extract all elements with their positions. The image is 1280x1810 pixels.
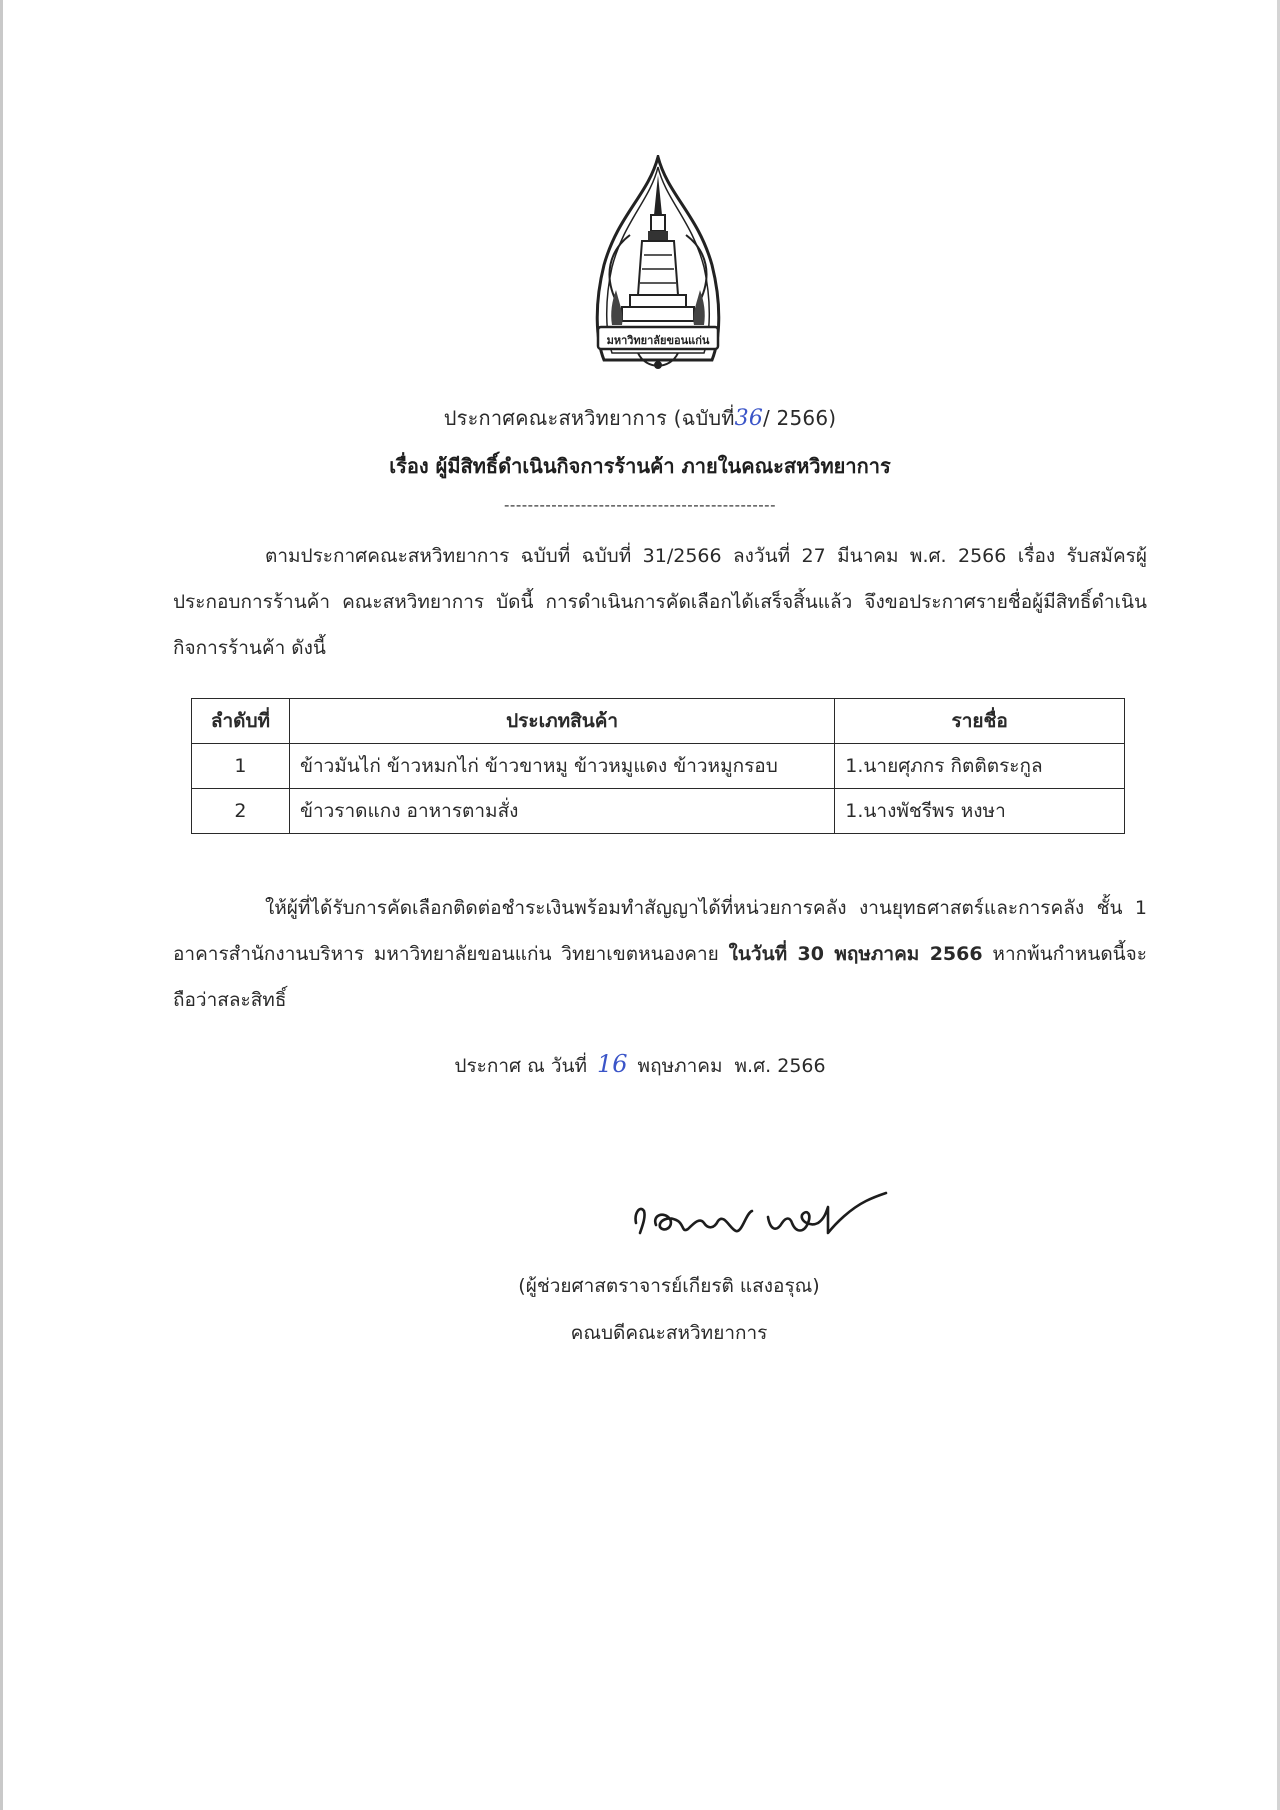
announcement-number: 36 xyxy=(734,406,764,431)
row-no: 1 xyxy=(192,744,290,789)
selection-table xyxy=(191,698,1125,834)
row-no: 2 xyxy=(192,789,290,834)
table-header-row xyxy=(192,699,1125,744)
table-row xyxy=(192,789,1125,834)
body-paragraph-2 xyxy=(173,885,1147,1023)
body-paragraph-1-text: ตามประกาศคณะสหวิทยาการ ฉบับที่ ฉบับที่ 31/2566 ลงวันที่ 27 มีนาคม พ.ศ. 2566 เรื่อง รับสมัครผู้ประกอบการร้านค้า คณะสหวิทยาการ บัดนี้ การดำเนินการคัดเลือกได้เสร็จสิ้นแล้ว จึงขอประกาศรายชื่อผู้มีสิทธิ์ดำเนินกิจการร้านค้า ดังนี้ xyxy=(173,545,1147,659)
row-product: ข้าวมันไก่ ข้าวหมกไก่ ข้าวขาหมู ข้าวหมูแดง ข้าวหมูกรอบ xyxy=(289,744,834,789)
announcement-subject: เรื่อง ผู้มีสิทธิ์ดำเนินกิจการร้านค้า ภายในคณะสหวิทยาการ xyxy=(389,454,891,478)
announcement-prefix: ประกาศคณะสหวิทยาการ (ฉบับที่ xyxy=(443,406,735,430)
table-row xyxy=(192,744,1125,789)
column-header-name: รายชื่อ xyxy=(835,699,1125,744)
seal-ribbon-text: มหาวิทยาลัยขอนแก่น xyxy=(606,334,710,347)
announce-year: พ.ศ. 2566 xyxy=(734,1055,826,1077)
row-name: 1.นายศุภกร กิตติตระกูล xyxy=(835,744,1125,789)
handwritten-signature xyxy=(630,1183,890,1253)
announcement-heading xyxy=(0,402,1280,434)
row-product: ข้าวราดแกง อาหารตามสั่ง xyxy=(289,789,834,834)
row-name: 1.นางพัชรีพร หงษา xyxy=(835,789,1125,834)
announce-prefix: ประกาศ ณ วันที่ xyxy=(454,1055,587,1077)
body-paragraph-1 xyxy=(173,533,1147,671)
payment-deadline: ในวันที่ 30 พฤษภาคม 2566 xyxy=(728,943,983,965)
announce-month: พฤษภาคม xyxy=(637,1055,723,1077)
announcement-suffix: / 2566) xyxy=(763,406,837,430)
university-seal-icon xyxy=(590,155,726,393)
signer-title: คณบดีคณะสหวิทยาการ xyxy=(570,1322,768,1344)
announcement-date-line xyxy=(0,1050,1280,1081)
body-paragraph-2-start: ให้ผู้ที่ได้รับการคัดเลือกติดต่อชำระเงินพร้อมทำสัญญาได้ที่หน่วยการคลัง งานยุทธศาสตร์และการคลัง ชั้น 1 อาคารสำนักงานบริหาร มหาวิทยาลัยขอนแก่น วิทยาเขตหนองคาย xyxy=(173,897,1147,965)
announce-day: 16 xyxy=(597,1050,628,1078)
column-header-no: ลำดับที่ xyxy=(192,699,290,744)
body-paragraph-2-end: หากพ้นกำหนดนี้จะถือว่าสละสิทธิ์ xyxy=(173,943,1147,1011)
page-edge-left xyxy=(0,0,3,1810)
column-header-product: ประเภทสินค้า xyxy=(289,699,834,744)
signer-name: (ผู้ช่วยศาสตราจารย์เกียรติ แสงอรุณ) xyxy=(518,1275,820,1297)
dashed-divider: ---------------------------------------------- xyxy=(504,496,776,514)
